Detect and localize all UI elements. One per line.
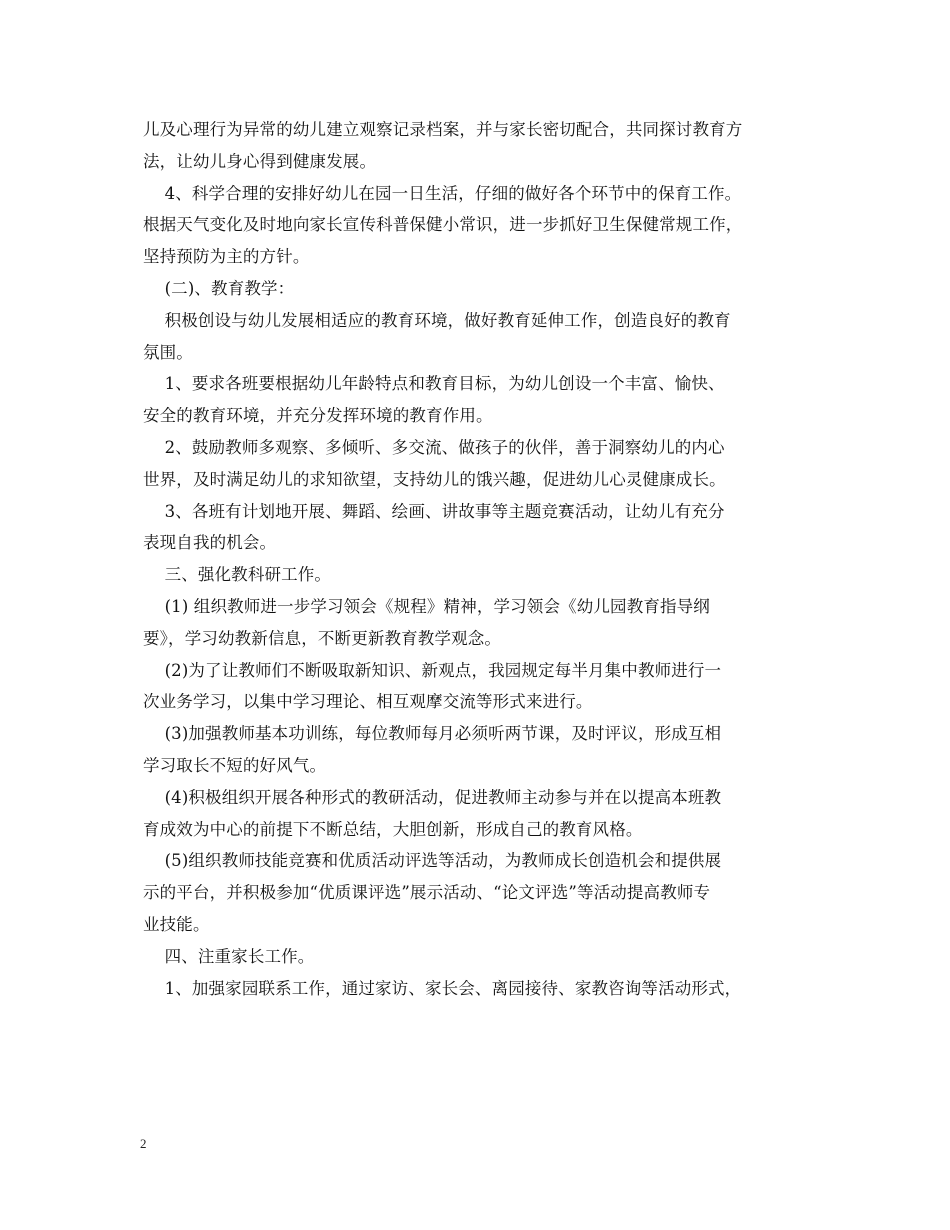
text-line: 3、各班有计划地开展、舞蹈、绘画、讲故事等主题竞赛活动，让幼儿有充分	[143, 501, 725, 521]
text-line: 1、要求各班要根据幼儿年龄特点和教育目标，为幼儿创设一个丰富、愉快、	[143, 374, 725, 394]
text-line: 积极创设与幼儿发展相适应的教育环境，做好教育延伸工作，创造良好的教育	[143, 310, 731, 330]
text-line: 世界，及时满足幼儿的求知欲望，支持幼儿的饿兴趣，促进幼儿心灵健康成长。	[143, 469, 726, 489]
text-line: 坚持预防为主的方针。	[143, 247, 310, 267]
text-line: (2)为了让教师们不断吸取新知识、新观点，我园规定每半月集中教师进行一	[143, 660, 722, 680]
paragraph	[143, 845, 823, 940]
text-line: 氛围。	[143, 342, 193, 362]
text-line: (4)积极组织开展各种形式的教研活动，促进教师主动参与并在以提高本班教	[143, 787, 722, 807]
text-line: (1) 组织教师进一步学习领会《规程》精神，学习领会《幼儿园教育指导纲	[143, 596, 710, 616]
text-line: 表现自我的机会。	[143, 533, 277, 553]
paragraph	[143, 178, 823, 273]
text-line: 四、注重家长工作。	[143, 946, 315, 966]
section-heading	[143, 273, 823, 305]
text-line: 业技能。	[143, 914, 210, 934]
text-line: 要》，学习幼教新信息，不断更新教育教学观念。	[143, 628, 502, 648]
section-heading	[143, 559, 823, 591]
paragraph	[143, 305, 823, 369]
paragraph	[143, 496, 823, 560]
paragraph	[143, 368, 823, 432]
text-line: 三、强化教科研工作。	[143, 565, 332, 585]
paragraph	[143, 782, 823, 846]
text-line: 法，让幼儿身心得到健康发展。	[143, 151, 377, 171]
text-line: (3)加强教师基本功训练，每位教师每月必须听两节课，及时评议，形成互相	[143, 724, 722, 744]
text-line: (5)组织教师技能竞赛和优质活动评选等活动，为教师成长创造机会和提供展	[143, 851, 722, 871]
document-body	[143, 114, 823, 1004]
section-heading	[143, 941, 823, 973]
page-number: 2	[140, 1136, 147, 1151]
text-line: 根据天气变化及时地向家长宣传科普保健小常识，进一步抓好卫生保健常规工作，	[143, 215, 743, 235]
paragraph	[143, 655, 823, 719]
text-line: 1、加强家园联系工作，通过家访、家长会、离园接待、家教咨询等活动形式，	[143, 978, 742, 998]
paragraph	[143, 432, 823, 496]
text-line: 4、科学合理的安排好幼儿在园一日生活，仔细的做好各个环节中的保育工作。	[143, 183, 742, 203]
paragraph	[143, 591, 823, 655]
text-line: 儿及心理行为异常的幼儿建立观察记录档案，并与家长密切配合，共同探讨教育方	[143, 120, 743, 139]
paragraph	[143, 114, 823, 178]
paragraph	[143, 973, 823, 1005]
text-line: 学习取长不短的好风气。	[143, 755, 327, 775]
paragraph	[143, 718, 823, 782]
text-line: 安全的教育环境，并充分发挥环境的教育作用。	[143, 406, 493, 426]
text-line: (二)、教育教学：	[143, 278, 295, 298]
text-line: 次业务学习，以集中学习理论、相互观摩交流等形式来进行。	[143, 692, 593, 712]
text-line: 2、鼓励教师多观察、多倾听、多交流、做孩子的伙伴，善于洞察幼儿的内心	[143, 437, 725, 457]
text-line: 育成效为中心的前提下不断总结，大胆创新，形成自己的教育风格。	[143, 819, 643, 839]
text-line: 示的平台，并积极参加“优质课评选”展示活动、“论文评选”等活动提高教师专	[143, 883, 711, 903]
